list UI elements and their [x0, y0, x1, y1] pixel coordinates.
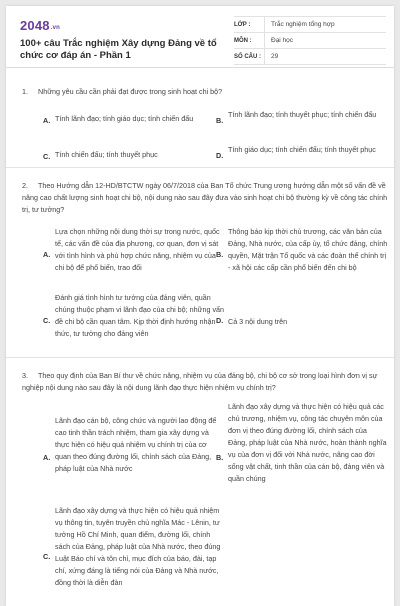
option-letter: D. — [216, 151, 224, 160]
info-label: SỐ CÂU : — [234, 53, 261, 60]
option-letter: D. — [216, 316, 224, 325]
option-text: Tính giáo dục; tính chiến đấu; tính thuyết phục — [228, 145, 376, 154]
option-text: Cả 3 nội dung trên — [228, 317, 288, 326]
logo-suffix: .vn — [50, 25, 61, 31]
option-letter: B. — [216, 250, 224, 259]
option-letter: C. — [43, 552, 51, 561]
document-page — [6, 6, 394, 606]
question-2 — [6, 168, 394, 358]
option-text: Thông báo kịp thời chủ trương, các văn bản của Đảng, Nhà nước, của cấp ủy, tổ chức đảng, chính quyền, Mặt trận Tổ quốc và các đoàn thể chính trị - xã hội các cấp cần phổ biến đến chi bộ — [228, 227, 388, 272]
question-text — [22, 86, 390, 98]
question-stem: Theo quy định của Ban Bí thư về chức năng, nhiệm vụ của đảng bộ, chi bộ cơ sở trong loại hình đơn vị sự nghiệp nội dung nào sau đây là nội dung lãnh đạo thực hiện nhiệm vụ chính trị? — [22, 371, 378, 392]
logo-text: 2048 — [20, 18, 50, 33]
question-stem: Theo Hướng dẫn 12-HD/BTCTW ngày 06/7/2018 của Ban Tổ chức Trung ương hướng dẫn một số vấn đề về nâng cao chất lượng sinh hoạt chi bộ, nội dung nào sau đây đưa vào sinh hoạt chi bộ thường kỳ về công tác chính trị, tư tưởng? — [22, 181, 388, 214]
question-1 — [6, 68, 394, 168]
option-text: Lãnh đạo cán bộ, công chức và người lao động để cao tinh thần trách nhiệm, tham gia xây dựng và thực hiện có hiệu quả nhiệm vụ chính trị của cơ quan theo đúng đường lối, chính sách của Đảng, pháp luật của Nhà nước — [55, 416, 217, 473]
option-text: Tính lãnh đạo; tính thuyết phục; tính chiến đấu — [228, 110, 377, 119]
info-divider — [264, 49, 265, 65]
option-text: Tính chiến đấu; tính thuyết phục — [55, 150, 158, 159]
question-3 — [6, 358, 394, 606]
info-row-class — [234, 17, 386, 33]
info-value: Đại học — [271, 37, 294, 44]
option-letter: A. — [43, 250, 51, 259]
option-letter: B. — [216, 116, 224, 125]
info-table — [234, 16, 386, 65]
document-title: 100+ câu Trắc nghiệm Xây dựng Đảng về tổ chức cơ đáp án - Phần 1 — [20, 38, 217, 61]
option-text: Lựa chọn những nội dung thời sự trong nước, quốc tế, các vấn đề của địa phương, cơ quan, đơn vị sát với tình hình và phù hợp chức năng, nhiệm vụ của chi bộ để phổ biến, trao đổi — [55, 227, 220, 272]
question-list — [6, 68, 394, 606]
info-label: LỚP : — [234, 21, 251, 28]
document-header — [6, 6, 394, 68]
info-divider — [264, 17, 265, 33]
question-text — [22, 180, 390, 216]
info-label: MÔN : — [234, 37, 252, 44]
question-stem: Những yêu cầu cần phải đạt được trong sinh hoạt chi bộ? — [38, 87, 223, 96]
option-letter: A. — [43, 116, 51, 125]
option-letter: C. — [43, 316, 51, 325]
info-value: Trắc nghiệm tổng hợp — [271, 21, 335, 28]
option-letter: B. — [216, 453, 224, 462]
option-letter: A. — [43, 453, 51, 462]
option-text: Lãnh đạo xây dựng và thực hiện có hiệu quả nhiệm vụ thông tin, tuyên truyền chủ nghĩa Mác - Lênin, tư tưởng Hồ Chí Minh, quan điểm, đường lối, chính sách của Đảng, pháp luật của Nhà nước, theo đúng Luật Báo chí và tôn chỉ, mục đích của báo, đài, tạp chí, xứng đáng là tiếng nói của Đảng và Nhà nước, đồng thời là diễn đàn — [55, 506, 221, 587]
info-row-subject — [234, 33, 386, 49]
option-text: Đánh giá tình hình tư tưởng của đảng viên, quần chúng thuộc phạm vi lãnh đạo của chi bộ; những vấn đề chi bộ cần quan tâm. Kịp thời định hướng nhận thức, tư tưởng cho đảng viên — [55, 293, 225, 338]
info-divider — [264, 33, 265, 49]
option-text: Tính lãnh đạo; tính giáo dục; tính chiến đấu — [55, 114, 194, 123]
question-number: 1. — [22, 87, 28, 96]
info-row-count — [234, 49, 386, 65]
question-text — [22, 370, 390, 394]
option-text: Lãnh đạo xây dựng và thực hiện có hiệu quả các chủ trương, nhiệm vụ, công tác chuyên môn của đơn vị theo đúng đường lối, chính sách của Đảng, pháp luật của Nhà nước, hoàn thành nghĩa vụ của đơn vị đối với Nhà nước, nâng cao đời sống vật chất, tinh thần của cán bộ, đảng viên và quần chúng — [228, 402, 387, 483]
question-number: 3. — [22, 371, 28, 380]
question-number: 2. — [22, 181, 28, 190]
site-logo[interactable] — [20, 18, 60, 32]
info-value: 29 — [271, 53, 279, 60]
option-letter: C. — [43, 152, 51, 161]
